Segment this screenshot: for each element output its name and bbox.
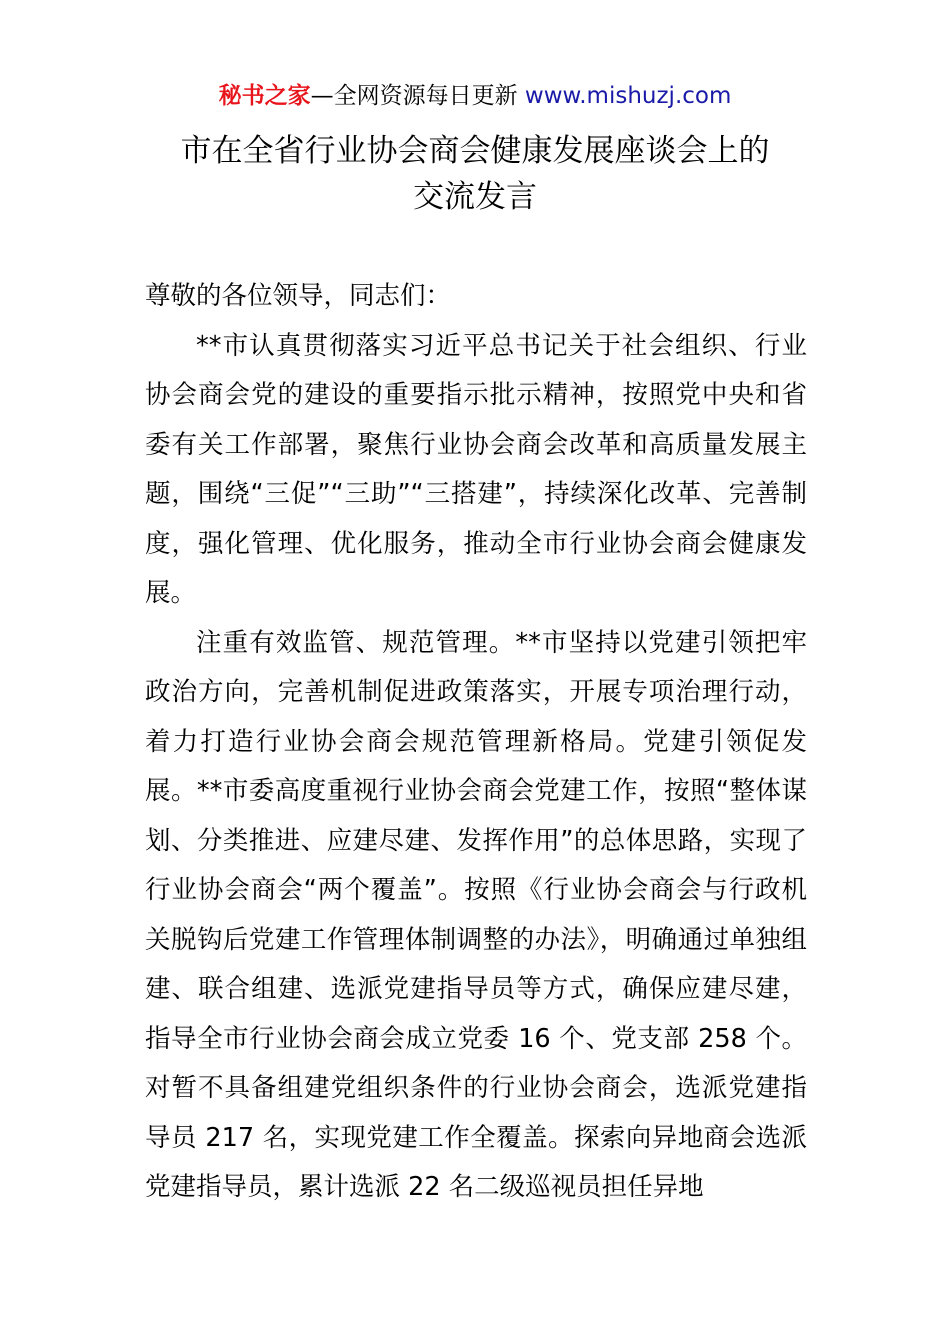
site-brand: 秘书之家: [218, 83, 311, 109]
site-url-link[interactable]: www.mishuzj.com: [524, 83, 732, 109]
paragraph-supervision: 注重有效监管、规范管理。**市坚持以党建引领把牢政治方向，完善机制促进政策落实，开展专项治理行动，着力打造行业协会商会规范管理新格局。党建引领促发展。**市委高度重视行业协会商会党建工作，按照“整体谋划、分类推进、应建尽建、发挥作用”的总体思路，实现了行业协会商会“两个覆盖”。按照《行业协会商会与行政机关脱钩后党建工作管理体制调整的办法》，明确通过单独组建、联合组建、选派党建指导员等方式，确保应建尽建，指导全市行业协会商会成立党委 16 个、党支部 258 个。对暂不具备组建党组织条件的行业协会商会，选派党建指导员 217 名，实现党建工作全覆盖。探索向异地商会选派党建指导员，累计选派 22 名二级巡视员担任异地: [145, 627, 807, 1202]
site-tagline: —全网资源每日更新: [310, 83, 518, 109]
title-line-2: 交流发言: [413, 179, 537, 215]
salutation: 尊敬的各位领导，同志们：: [145, 281, 452, 311]
document-title: [0, 128, 950, 220]
title-line-1: 市在全省行业协会商会健康发展座谈会上的: [180, 133, 770, 169]
site-header: [0, 80, 950, 112]
paragraph-intro: **市认真贯彻落实习近平总书记关于社会组织、行业协会商会党的建设的重要指示批示精神，按照党中央和省委有关工作部署，聚焦行业协会商会改革和高质量发展主题，围绕“三促”“三助”“三搭建”，持续深化改革、完善制度，强化管理、优化服务，推动全市行业协会商会健康发展。: [145, 330, 807, 608]
document-body: [145, 272, 807, 1213]
